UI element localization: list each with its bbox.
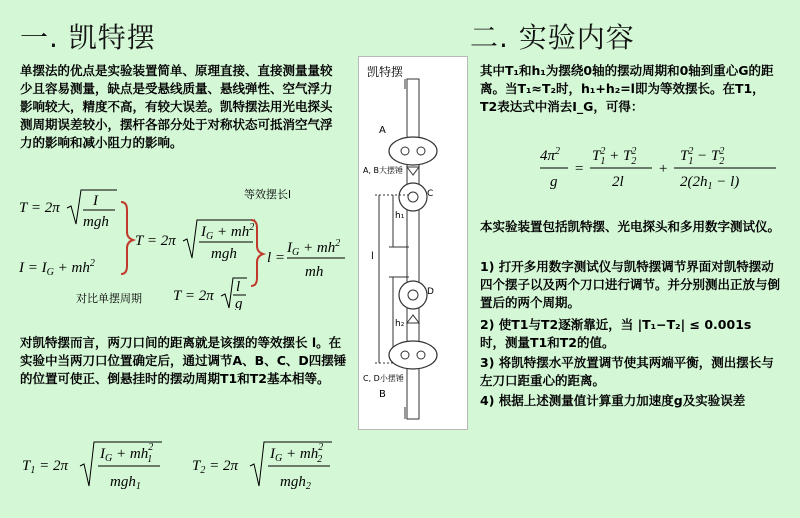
- svg-text:mgh: mgh: [83, 214, 109, 230]
- weight-A: [389, 137, 437, 165]
- diagram-label-C: C: [427, 189, 434, 199]
- diagram-label-B: B: [379, 389, 386, 400]
- svg-text:2(2h1 − l): $2(2h_1 - l)$: [680, 174, 740, 192]
- step-4: 4) 根据上述测量值计算重力加速度g及实验误差: [480, 393, 746, 408]
- knife-edge-paragraph: 对凯特摆而言，两刀口间的距离就是该摆的等效摆长 l。在实验中当两刀口位置确定后，通过调节A、B、C、D四摆锤的位置可使正、倒悬挂时的摆动周期T1和T2基本相等。: [20, 335, 347, 386]
- svg-text:IG + mh2: $I_G + mh^2$: [287, 238, 341, 258]
- formula-gravity: [540, 140, 780, 200]
- svg-text:mgh: mgh: [211, 246, 237, 262]
- formula-equivalent-length: l =: [267, 250, 286, 266]
- svg-text:+: +: [658, 161, 669, 177]
- svg-text:IG + mh22: $I_G + mh^2$ 2: [270, 442, 324, 465]
- svg-text:T21 − T22: $T^2$ $1 - T^2$ 2: [680, 146, 725, 167]
- svg-text:T2 = 2π: $T_2 = 2\pi$: [192, 458, 238, 476]
- diagram-label-D: D: [427, 287, 434, 297]
- svg-text:l: l: [236, 279, 241, 295]
- diagram-label-l: l: [371, 251, 374, 262]
- diagram-label-h1: h₁: [395, 211, 405, 221]
- weight-C: [399, 183, 427, 211]
- diagram-label-A: A: [379, 125, 386, 136]
- formula-parallel-axis: $I = I_G + mh^2$: [19, 258, 95, 278]
- label-compare-simple-pendulum: 对比单摆周期: [76, 292, 142, 305]
- step-1: 1) 打开多用数字测试仪与凯特摆调节界面对凯特摆动四个摆子以及两个刀口进行调节。并分别测出正放与倒置后的两个周期。: [480, 259, 781, 310]
- svg-text:4π2: $4\pi^2$: [540, 146, 561, 164]
- formula-T-expanded: T = 2π: [135, 233, 176, 249]
- svg-text:mgh1: mgh$_1$: [110, 474, 141, 492]
- svg-text:T1 = 2π: $T_1 = 2\pi$: [22, 458, 68, 476]
- formula-T1-T2: [22, 436, 352, 496]
- weight-D: [399, 281, 427, 309]
- diagram-label-AB: A, B大摆锤: [363, 166, 404, 175]
- diagram-label-CD: C, D小摆锤: [363, 374, 404, 383]
- formula-simple-pendulum: T = 2π: [173, 288, 214, 304]
- svg-text:mgh2: mgh$_2$: [280, 474, 311, 492]
- apparatus-paragraph: 本实验装置包括凯特摆、光电探头和多用数字测试仪。: [480, 219, 781, 234]
- svg-text:IG + mh2: $I_G + mh^2$: [201, 222, 255, 242]
- diagram-label-h2: h₂: [395, 319, 405, 329]
- period-definition-paragraph: 其中T₁和h₁为摆绕0轴的摆动周期和0轴到重心G的距离。当T₁≈T₂时，h₁+h₂=l即为等效摆长。在T1，T2表达式中消去I_G，可得：: [480, 63, 774, 114]
- intro-paragraph: 单摆法的优点是实验装置简单、原理直接、直接测量量较少且容易测量，缺点是受悬线质量、悬线弹性、空气浮力影响较大，精度不高，有较大误差。凯特摆法用光电探头测周期误差较小，摆杆各部分处于对称状态可抵消空气浮力的影响和减小阻力的影响。: [20, 63, 333, 150]
- svg-text:2l: 2l: [612, 174, 624, 190]
- svg-text:=: =: [574, 161, 585, 177]
- step-3: 3) 将凯特摆水平放置调节使其两端平衡，测出摆长与左刀口距重心的距离。: [480, 355, 774, 388]
- svg-text:IG + mh21: $I_G + mh^2$ 1: [100, 442, 154, 465]
- section-title-kater-pendulum: 一. 凯特摆: [20, 21, 156, 54]
- svg-text:mh: mh: [305, 264, 324, 280]
- svg-text:g: g: [235, 296, 243, 310]
- label-equivalent-length: 等效摆长l: [244, 188, 292, 201]
- weight-B: [389, 341, 437, 369]
- period-formula-block: [15, 180, 350, 310]
- svg-text:g: g: [550, 174, 558, 190]
- svg-text:T21 + T22: $T^2$ $1 + T^2$ 2: [592, 146, 637, 167]
- diagram-title: 凯特摆: [367, 65, 404, 79]
- kater-pendulum-diagram: [358, 56, 468, 430]
- section-title-experiment-content: 二. 实验内容: [470, 21, 635, 54]
- svg-text:I: I: [93, 193, 98, 209]
- formula-T-compound: T = 2π: [19, 200, 60, 216]
- step-2: 2) 使T1与T2逐渐靠近，当 |T₁−T₂| ≤ 0.001s 时，测量T1和T2的值。: [480, 317, 752, 350]
